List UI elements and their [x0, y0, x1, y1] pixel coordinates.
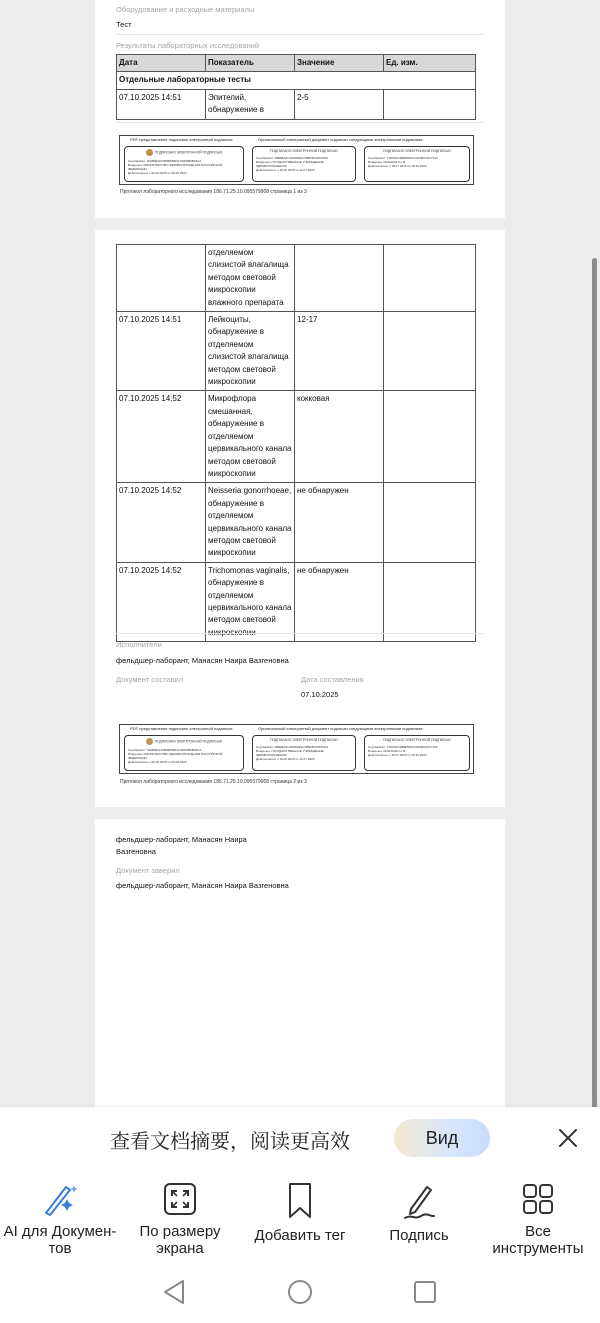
cell-indicator: Trichomonas vaginalis, обнаружение в отделяемом цервикального канала методом световой — [206, 562, 295, 641]
header-unit: Ед. изм. — [384, 55, 476, 72]
cell-indicator: Микрофлора смешанная, обнаружение в отделяемом цервикального канала методом световой микроскопии — [206, 391, 295, 483]
table-row — [117, 89, 476, 119]
certificate-line: Сертификат: 08B8EA6CA90D9E3C7BB28C0067D0A — [256, 156, 329, 160]
header-value: Значение — [295, 55, 384, 72]
cell-indicator: Лейкоциты, обнаружение в отделяемом слизистой влагалища методом световой микроскопии — [206, 312, 295, 391]
cell-value — [295, 245, 384, 312]
signature-card-2 — [252, 735, 356, 771]
signature-card-title: ПОДПИСАНО ЭЛЕКТРОННОЙ ПОДПИСЬЮ — [383, 149, 451, 153]
header-date: Дата — [117, 55, 206, 72]
table-row — [117, 562, 476, 641]
scrollbar-thumb[interactable] — [592, 258, 597, 1108]
header-indicator: Показатель — [206, 55, 295, 72]
table-row — [117, 245, 476, 312]
results-table-continued — [116, 244, 476, 642]
table-row — [117, 312, 476, 391]
signature-card-1 — [124, 146, 244, 182]
owner-line: Владелец: ГОСУДАРСТВЕННОЕ УЧРЕЖДЕНИЕ ЗДРАВООХРАНЕНИЯ — [256, 160, 324, 168]
tool-label: Подпись — [389, 1227, 449, 1244]
certificate-line: Сертификат: 7E0B0E1F04B4B6B9C6760D0B6B23CA — [128, 748, 202, 752]
emblem-icon — [146, 149, 153, 156]
owner-line: Владелец: МИНИСТЕРСТВО ЗДРАВООХРАНЕНИЯ РОССИЙСКОЙ ФЕДЕРАЦИИ — [128, 752, 223, 760]
table-row — [117, 483, 476, 562]
signature-box — [119, 724, 474, 774]
signature-card-title: ПОДПИСАНО ЭЛЕКТРОННОЙ ПОДПИСЬЮ — [270, 738, 338, 742]
protocol-footer: Протокол лабораторного исследования 186.71.25.10.095579908 страница 2 из 3 — [120, 779, 307, 785]
signature-card-1 — [124, 735, 244, 771]
cell-date: 07.10.2025 14:52 — [117, 483, 206, 562]
table-row — [117, 391, 476, 483]
certified-label: Документ заверил — [116, 866, 180, 875]
date-value: 07.10.2025 — [301, 690, 339, 699]
tool-label: Добавить тег — [254, 1227, 346, 1244]
equipment-value: Тест — [116, 20, 132, 29]
validity-line: Действителен: с 18.07.2025 по 18.10.2026 — [368, 164, 427, 168]
cell-indicator: отделяемом слизистой влагалища методом световой микроскопии влажного препарата — [206, 245, 295, 312]
summary-promo-text: 查看文档摘要，阅读更高效 — [110, 1129, 350, 1153]
validity-line: Действителен: с 19.06.2025 по 12.07.2026 — [256, 757, 315, 761]
all-tools-grid-icon — [520, 1181, 556, 1217]
owner-line: Владелец: ГОСУДАРСТВЕННОЕ УЧРЕЖДЕНИЕ ЗДРАВООХРАНЕНИЯ — [256, 749, 324, 757]
validity-line: Действителен: с 02.09.2025 по 26.08.2026 — [128, 760, 187, 764]
tool-label: AI для Докумен- — [3, 1223, 117, 1240]
tool-label: Все — [525, 1223, 551, 1240]
pdf-signed-note: PDF-представление подписано электронной подписью: — [130, 137, 234, 142]
cell-date: 07.10.2025 14:51 — [117, 312, 206, 391]
composed-label: Документ составил — [116, 675, 184, 684]
composer-value-line1: фельдшер-лаборант, Манасян Наира — [116, 835, 247, 844]
results-label: Результаты лабораторных исследований — [116, 41, 260, 50]
close-icon[interactable] — [556, 1126, 580, 1150]
owner-line: Владелец: МАНАСЯН Н. В. — [368, 160, 407, 164]
cell-unit — [384, 562, 476, 641]
validity-line: Действителен: с 02.09.2025 по 26.08.2026 — [128, 171, 187, 175]
signature-card-title: ПОДПИСАНО ЭЛЕКТРОННОЙ ПОДПИСЬЮ — [154, 739, 223, 744]
protocol-footer: Протокол лабораторного исследования 186.71.25.10.095579908 страница 1 из 3 — [120, 189, 307, 195]
cell-value: не обнаружен — [295, 562, 384, 641]
cell-value: не обнаружен — [295, 483, 384, 562]
certificate-line: Сертификат: 08B8EA6CA90D9E3C7BB28C0067D0A — [256, 745, 329, 749]
cell-date: 07.10.2025 14:52 — [117, 562, 206, 641]
divider — [116, 122, 484, 123]
date-label: Дата составления — [301, 675, 364, 684]
back-triangle-icon[interactable] — [161, 1278, 187, 1306]
owner-line: Владелец: МАНАСЯН Н. В. — [368, 749, 407, 753]
system-navigation-bar — [0, 1260, 600, 1323]
pdf-signed-note: PDF-представление подписано электронной подписью: — [130, 726, 234, 731]
fit-screen-icon — [162, 1181, 198, 1217]
cell-unit — [384, 483, 476, 562]
signature-card-3 — [364, 735, 470, 771]
certified-value: фельдшер-лаборант, Манасян Наира Вазгеновна — [116, 881, 289, 890]
cell-date: 07.10.2025 14:52 — [117, 391, 206, 483]
validity-line: Действителен: с 19.06.2025 по 12.07.2026 — [256, 168, 315, 172]
signature-card-title: ПОДПИСАНО ЭЛЕКТРОННОЙ ПОДПИСЬЮ — [154, 150, 223, 155]
composer-value-line2: Вазгеновна — [116, 847, 156, 856]
executors-value: фельдшер-лаборант, Манасян Наира Вазгеновна — [116, 656, 289, 665]
bookmark-icon — [282, 1181, 318, 1221]
tool-label: тов — [48, 1240, 72, 1257]
cell-value: 12-17 — [295, 312, 384, 391]
group-title: Отдельные лабораторные тесты — [117, 72, 476, 89]
original-signed-note: Оригинальный электронный документ подписан следующими электронными подписями: — [258, 137, 424, 142]
tool-all-tools[interactable] — [478, 1181, 598, 1261]
table-header-row — [117, 55, 476, 72]
owner-line: Владелец: МИНИСТЕРСТВО ЗДРАВООХРАНЕНИЯ РОССИЙСКОЙ ФЕДЕРАЦИИ — [128, 163, 223, 171]
cell-date: 07.10.2025 14:51 — [117, 89, 206, 119]
tool-add-tag[interactable] — [240, 1181, 360, 1261]
results-table — [116, 54, 476, 120]
divider — [116, 633, 484, 634]
certificate-line: Сертификат: 7E0B0E1F04B4B6B9C6760D0B6B23CA — [128, 159, 202, 163]
cell-value: 2-5 — [295, 89, 384, 119]
validity-line: Действителен: с 18.07.2025 по 18.10.2026 — [368, 753, 427, 757]
certificate-line: Сертификат: 77D97EC9B8E5F84C0F6B9C6C7340 — [368, 745, 438, 749]
tool-ai-documents[interactable] — [0, 1181, 120, 1261]
cell-unit — [384, 245, 476, 312]
signature-pen-icon — [401, 1181, 437, 1221]
cell-unit — [384, 391, 476, 483]
signature-card-3 — [364, 146, 470, 182]
cell-unit — [384, 312, 476, 391]
cell-date — [117, 245, 206, 312]
divider — [116, 34, 484, 35]
executors-label: Исполнители — [116, 640, 162, 649]
signature-card-title: ПОДПИСАНО ЭЛЕКТРОННОЙ ПОДПИСЬЮ — [270, 149, 338, 153]
ai-sparkle-icon — [40, 1181, 80, 1217]
recent-apps-square-icon[interactable] — [412, 1279, 438, 1305]
table-group-row — [117, 72, 476, 89]
tool-label: По размеру — [139, 1223, 221, 1240]
tool-label: инструменты — [492, 1240, 584, 1257]
signature-card-2 — [252, 146, 356, 182]
cell-unit — [384, 89, 476, 119]
emblem-icon — [146, 738, 153, 745]
cell-indicator: Эпителий, обнаружение в — [206, 89, 295, 119]
signature-box — [119, 135, 474, 185]
tool-label: экрана — [156, 1240, 204, 1257]
equipment-label: Оборудование и расходные материалы — [116, 5, 255, 14]
view-button[interactable]: Вид — [394, 1119, 490, 1157]
document-page-3 — [95, 819, 505, 1119]
cell-value: кокковая — [295, 391, 384, 483]
document-page-1 — [95, 0, 505, 218]
original-signed-note: Оригинальный электронный документ подписан следующими электронными подписями: — [258, 726, 424, 731]
signature-card-title: ПОДПИСАНО ЭЛЕКТРОННОЙ ПОДПИСЬЮ — [383, 738, 451, 742]
tool-fit-screen[interactable] — [120, 1181, 240, 1261]
cell-indicator: Neisseria gonorrhoeae, обнаружение в отделяемом цервикального канала методом световой микроскопии — [206, 483, 295, 562]
tool-signature[interactable] — [360, 1181, 478, 1261]
home-circle-icon[interactable] — [286, 1278, 314, 1306]
certificate-line: Сертификат: 77D97EC9B8E5F84C0F6B9C6C7340 — [368, 156, 438, 160]
document-page-2 — [95, 230, 505, 807]
